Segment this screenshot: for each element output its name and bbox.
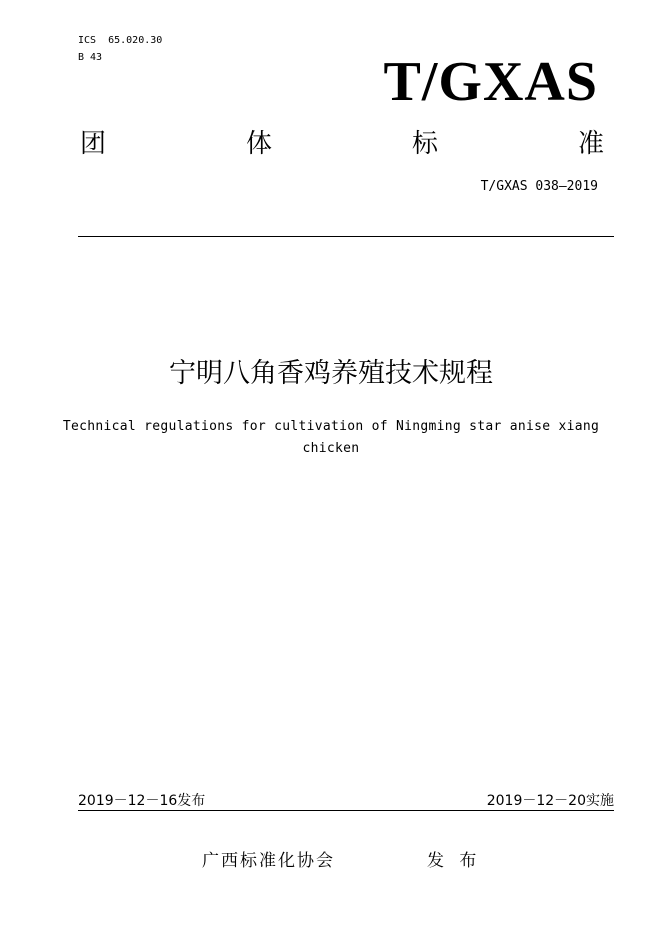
ics-code: ICS 65.020.30 — [78, 35, 163, 46]
header-divider — [78, 236, 614, 237]
standard-type — [80, 128, 604, 160]
title-chinese: 宁明八角香鸡养殖技术规程 — [169, 358, 493, 389]
footer-divider — [78, 810, 614, 811]
title-english: Technical regulations for cultivation of Ningming star anise xiang chicken — [62, 419, 600, 456]
standard-number: T/GXAS 038—2019 — [480, 179, 598, 194]
publish-label: 发 布 — [427, 851, 482, 871]
ccs-code: B 43 — [78, 52, 103, 63]
standard-type-char: 体 — [245, 129, 272, 159]
implementation-date: 2019－12－20实施 — [486, 793, 614, 809]
standard-brand: T/GXAS — [383, 51, 598, 113]
standard-type-char: 准 — [577, 129, 604, 159]
publisher-name: 广西标准化协会 — [202, 851, 335, 871]
issue-date: 2019－12－16发布 — [78, 793, 206, 809]
standard-type-char: 团 — [80, 129, 107, 159]
standard-type-char: 标 — [411, 129, 438, 159]
